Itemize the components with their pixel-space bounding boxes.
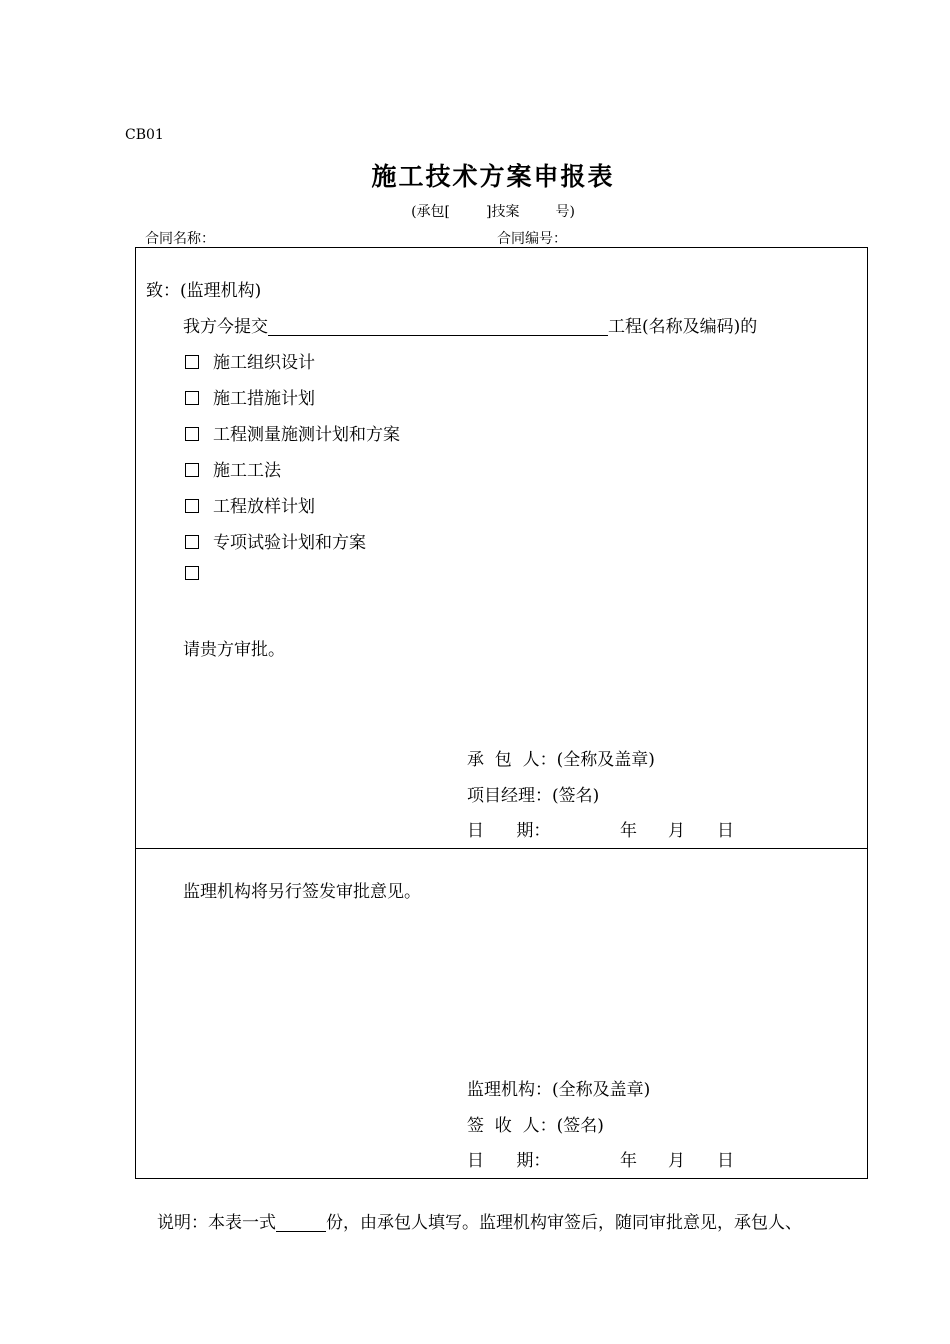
day-label: 日 bbox=[717, 1151, 734, 1171]
project-name-blank[interactable] bbox=[268, 317, 608, 336]
option-row bbox=[185, 456, 281, 481]
option-label: 施工措施计划 bbox=[213, 389, 315, 409]
checkbox[interactable] bbox=[185, 427, 199, 441]
option-row bbox=[185, 564, 213, 584]
option-label: 工程放样计划 bbox=[213, 497, 315, 517]
contract-no-label: 合同编号： bbox=[497, 231, 567, 247]
month-label: 月 bbox=[668, 1151, 685, 1171]
agency-label: 监理机构：(全称及盖章) bbox=[467, 1080, 651, 1100]
checkbox[interactable] bbox=[185, 499, 199, 513]
option-label: 专项试验计划和方案 bbox=[213, 533, 366, 553]
addressee: 致：(监理机构) bbox=[146, 281, 262, 301]
serial-number bbox=[0, 201, 950, 221]
copies-blank[interactable] bbox=[276, 1213, 326, 1232]
year-label: 年 bbox=[620, 1151, 637, 1171]
submit-prefix: 我方今提交 bbox=[183, 317, 268, 337]
checkbox[interactable] bbox=[185, 463, 199, 477]
contractor-label: 承 包 人：(全称及盖章) bbox=[467, 750, 655, 770]
year-label: 年 bbox=[620, 821, 637, 841]
option-label: 施工组织设计 bbox=[213, 353, 315, 373]
checkbox[interactable] bbox=[185, 566, 199, 580]
form-title: 施工技术方案申报表 bbox=[371, 162, 615, 191]
note-suffix: 份，由承包人填写。监理机构审签后，随同审批意见，承包人、 bbox=[326, 1213, 802, 1233]
option-row bbox=[185, 420, 400, 445]
checkbox[interactable] bbox=[185, 355, 199, 369]
serial-suffix: 号) bbox=[555, 204, 575, 220]
checkbox[interactable] bbox=[185, 391, 199, 405]
submission-section bbox=[135, 247, 868, 849]
day-label: 日 bbox=[717, 821, 734, 841]
form-code: CB01 bbox=[125, 127, 164, 143]
receiver-label: 签 收 人：(签名) bbox=[467, 1116, 604, 1136]
footnote bbox=[157, 1208, 802, 1233]
option-label: 工程测量施测计划和方案 bbox=[213, 425, 400, 445]
option-row bbox=[185, 384, 315, 409]
date-label: 日 期： bbox=[467, 1151, 551, 1171]
contract-name-label: 合同名称： bbox=[145, 231, 215, 247]
note-prefix: 说明：本表一式 bbox=[157, 1213, 276, 1233]
approval-section bbox=[135, 848, 868, 1179]
month-label: 月 bbox=[668, 821, 685, 841]
opinion-text: 监理机构将另行签发审批意见。 bbox=[183, 882, 421, 902]
date-label: 日 期： bbox=[467, 821, 551, 841]
manager-label: 项目经理：(签名) bbox=[467, 786, 600, 806]
approval-request: 请贵方审批。 bbox=[183, 640, 285, 660]
serial-mid: ]技案 bbox=[486, 204, 520, 220]
option-row bbox=[185, 492, 315, 517]
option-row bbox=[185, 348, 315, 373]
option-row bbox=[185, 528, 366, 553]
submit-line bbox=[183, 312, 757, 337]
serial-prefix: (承包[ bbox=[411, 204, 450, 220]
option-label: 施工工法 bbox=[213, 461, 281, 481]
checkbox[interactable] bbox=[185, 535, 199, 549]
submit-suffix: 工程(名称及编码)的 bbox=[608, 317, 758, 337]
